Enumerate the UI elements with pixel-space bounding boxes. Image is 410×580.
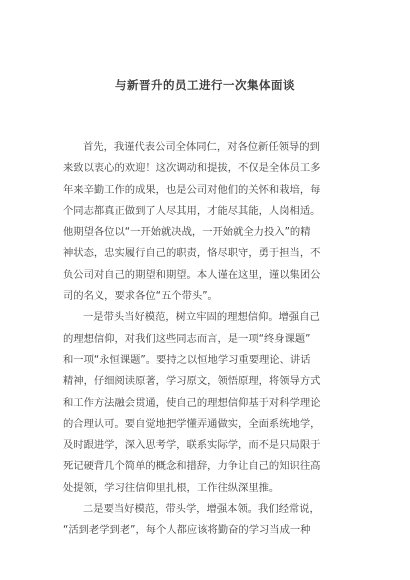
text-line: 二是要当好模范，带头学，增强本领。我们经常说，: [83, 503, 320, 516]
text-line: 神状态，忠实履行自己的职责，恪尽职守，勇于担当，不: [63, 247, 321, 260]
text-line: 年来辛勤工作的成果，也是公司对他们的关怀和栽培，每: [63, 183, 321, 196]
text-line: 和工作方法融会贯通，使自己的理想信仰基于对科学理论: [63, 396, 321, 409]
text-line: 精神，仔细阅读原著，学习原文，领悟原理，将领导方式: [63, 375, 321, 388]
text-line: 死记硬背几个简单的概念和措辞，力争让自己的知识往高: [63, 460, 321, 473]
text-line: 来致以衷心的欢迎！这次调动和提拔，不仅是全体员工多: [63, 162, 321, 175]
document-body: [63, 137, 355, 542]
text-line: 的合理认可。要自觉地把学懂弄通做实，全面系统地学，: [63, 417, 321, 430]
text-line: 的理想信仰，对我们这些同志而言，是一项“终身课题”: [63, 332, 311, 345]
text-line: 个同志都真正做到了人尽其用，才能尽其能，人岗相适。: [63, 204, 321, 217]
text-line: 他期望各位以“一开始就决战，一开始就全力投入”的精: [63, 226, 311, 239]
text-line: 司的名义，要求各位“五个带头”。: [63, 290, 218, 303]
text-line: 和一项“永恒课题”。要持之以恒地学习重要理论、讲话: [63, 353, 311, 366]
text-line: 一是带头当好模范，树立牢固的理想信仰。增强自己: [83, 311, 320, 324]
text-line: 负公司对自己的期望和期望。本人谨在这里，谨以集团公: [63, 268, 321, 281]
text-line: “活到老学到老”，每个人都应该将勤奋的学习当成一种: [63, 524, 311, 537]
text-line: 首先，我谨代表公司全体同仁，对各位新任领导的到: [83, 141, 320, 153]
document-title: 与新晋升的员工进行一次集体面谈: [115, 78, 295, 92]
text-line: 及时跟进学，深入思考学，联系实际学，而不是只局限于: [63, 439, 321, 452]
text-line: 处提领，学习往信仰里扎根，工作往纵深里推。: [63, 481, 280, 494]
